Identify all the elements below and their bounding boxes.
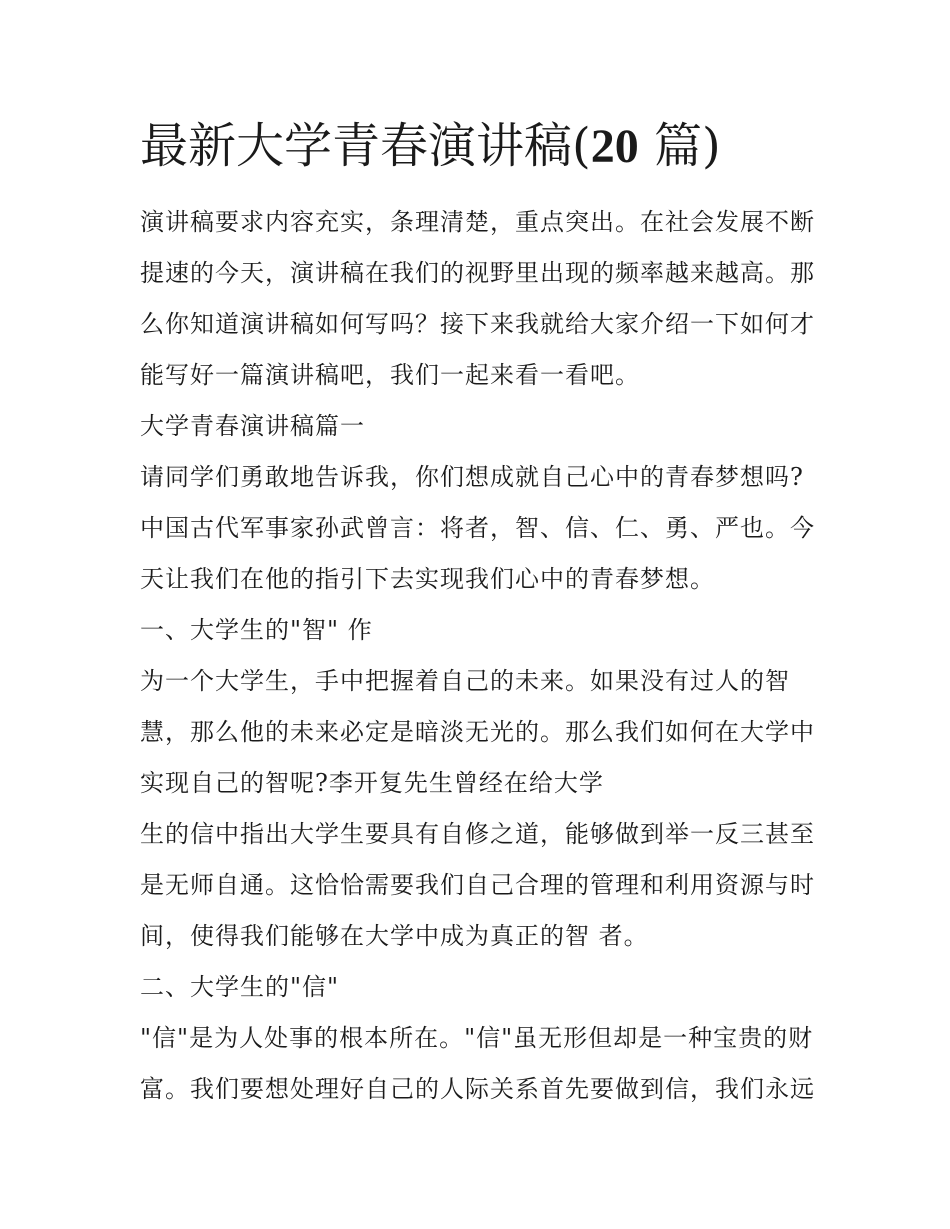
body-line: 么你知道演讲稿如何写吗？接下来我就给大家介绍一下如何才 xyxy=(140,310,815,338)
body-line: 间，使得我们能够在大学中成为真正的智 者。 xyxy=(140,922,649,950)
body-line: 请同学们勇敢地告诉我，你们想成就自己心中的青春梦想吗? xyxy=(140,463,804,491)
body-line: 天让我们在他的指引下去实现我们心中的青春梦想。 xyxy=(140,565,715,593)
body-line: 演讲稿要求内容充实，条理清楚，重点突出。在社会发展不断 xyxy=(140,208,815,236)
document-title xyxy=(140,116,721,177)
body-line: 生的信中指出大学生要具有自修之道，能够做到举一反三甚至 xyxy=(140,820,815,848)
body-line: 是无师自通。这恰恰需要我们自己合理的管理和利用资源与时 xyxy=(140,871,815,899)
body-line: 慧，那么他的未来必定是暗淡无光的。那么我们如何在大学中 xyxy=(140,718,815,746)
title-suffix: 篇) xyxy=(638,118,721,174)
subsection-heading: 一、大学生的"智" 作 xyxy=(140,616,373,644)
body-line: 为一个大学生，手中把握着自己的未来。如果没有过人的智 xyxy=(140,667,790,695)
subsection-heading: 二、大学生的"信" xyxy=(140,973,340,1001)
body-line: 能写好一篇演讲稿吧，我们一起来看一看吧。 xyxy=(140,361,640,389)
section-heading: 大学青春演讲稿篇一 xyxy=(140,412,365,440)
body-line: 实现自己的智呢?李开复先生曾经在给大学 xyxy=(140,769,604,797)
body-line: 富。我们要想处理好自己的人际关系首先要做到信，我们永远 xyxy=(140,1075,815,1103)
title-number: 20 xyxy=(590,120,639,173)
body-line: 中国古代军事家孙武曾言：将者，智、信、仁、勇、严也。今 xyxy=(140,514,815,542)
title-prefix: 最新大学青春演讲稿( xyxy=(140,118,591,174)
body-line: 提速的今天，演讲稿在我们的视野里出现的频率越来越高。那 xyxy=(140,259,815,287)
body-line: "信"是为人处事的根本所在。"信"虽无形但却是一种宝贵的财 xyxy=(140,1024,814,1052)
